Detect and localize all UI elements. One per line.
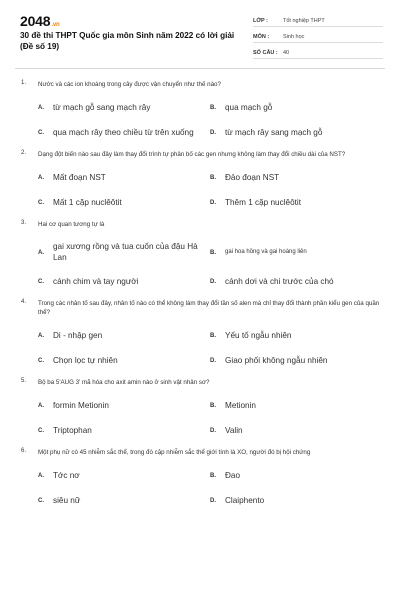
answer-option[interactable] [38,470,210,482]
question-item [0,448,400,507]
meta-row [253,11,383,27]
answer-option[interactable] [38,425,210,437]
question-text: Hai cơ quan tương tự là [38,221,105,228]
question-text: Bộ ba 5'AUG 3' mã hóa cho axit amin nào ở sinh vật nhân sơ? [38,379,210,386]
header-divider [15,68,385,69]
question-number: 3. [21,220,27,226]
meta-label: MÔN : [253,34,270,40]
option-text: cánh dơi và chi trước của chó [225,276,334,286]
answer-option[interactable] [38,355,210,367]
option-text: qua mạch rây theo chiều từ trên xuống [53,127,194,137]
option-letter: A. [38,403,44,409]
answer-option[interactable] [210,470,384,482]
answer-options [38,102,386,139]
meta-label: SỐ CÂU : [253,50,278,56]
option-text: Đảo đoạn NST [225,172,280,182]
option-letter: D. [210,130,216,136]
question-item [0,299,400,367]
answer-option[interactable] [210,242,384,263]
option-letter: B. [210,105,216,111]
answer-option[interactable] [38,400,210,412]
question-list [0,80,400,518]
option-text: Metionin [225,400,256,410]
option-text: gai xương rồng và tua cuốn của đậu Hà Lan [53,242,198,262]
question-text: Một phụ nữ có 45 nhiễm sắc thể, trong đó cặp nhiễm sắc thể giới tính là XO, người đó bị hội chứng [38,449,311,456]
option-letter: D. [210,279,216,285]
option-text: cánh chim và tay người [53,276,139,286]
option-letter: C. [38,279,44,285]
option-letter: A. [38,249,44,256]
answer-options [38,400,386,437]
document-meta [253,11,383,59]
question-number: 1. [21,80,27,86]
answer-option[interactable] [210,102,384,114]
document-header [0,0,400,68]
option-text: từ mạch gỗ sang mạch rây [53,102,151,112]
document-title: 30 đề thi THPT Quốc gia môn Sinh năm 2022 có lời giải (Đề số 19) [20,31,235,51]
answer-option[interactable] [38,330,210,342]
option-letter: C. [38,358,44,364]
option-text: Di - nhập gen [53,330,103,340]
meta-label: LỚP : [253,18,268,24]
option-text: từ mạch rây sang mạch gỗ [225,127,323,137]
option-letter: C. [38,130,44,136]
option-letter: C. [38,200,44,206]
option-text: qua mạch gỗ [225,102,273,112]
question-item [0,378,400,437]
option-text: Tớc nơ [53,470,80,480]
option-text: Mất 1 cặp nuclêôtit [53,197,122,207]
option-letter: C. [38,428,44,434]
answer-option[interactable] [210,355,384,367]
answer-option[interactable] [38,276,210,288]
option-letter: B. [210,333,216,339]
meta-value: Sinh học [283,34,305,40]
question-text: Trong các nhân tố sau đây, nhân tố nào có thể không làm thay đổi tần số alen mà chỉ thay đổi thành phần kiểu gen của quần thể? [38,300,380,316]
option-letter: D. [210,358,216,364]
question-item [0,150,400,209]
answer-options [38,242,386,288]
answer-option[interactable] [210,330,384,342]
option-text: Valin [225,425,243,435]
option-letter: B. [210,249,216,256]
option-text: Claiphento [225,495,265,505]
meta-row [253,27,383,43]
answer-option[interactable] [38,102,210,114]
option-text: Triptophan [53,425,92,435]
answer-options [38,172,386,209]
meta-value: Tốt nghiệp THPT [283,18,325,24]
answer-option[interactable] [210,400,384,412]
answer-option[interactable] [210,495,384,507]
site-logo[interactable]: 2048.vn [20,13,60,29]
option-letter: C. [38,498,44,504]
answer-option[interactable] [210,127,384,139]
answer-option[interactable] [210,197,384,209]
option-letter: D. [210,428,216,434]
option-text: Mất đoạn NST [53,172,106,182]
question-number: 4. [21,299,27,305]
answer-option[interactable] [38,197,210,209]
answer-option[interactable] [210,425,384,437]
answer-option[interactable] [38,495,210,507]
meta-row [253,43,383,59]
option-letter: A. [38,333,44,339]
question-item [0,220,400,288]
question-text: Dạng đột biến nào sau đây làm thay đổi trình tự phân bố các gen nhưng không làm thay đổi chiều dài của NST? [38,151,346,158]
option-text: formin Metionin [53,400,109,410]
answer-options [38,330,386,367]
option-text: Giao phối không ngẫu nhiên [225,355,328,365]
question-number: 6. [21,448,27,454]
option-text: Đao [225,470,241,480]
option-letter: D. [210,200,216,206]
answer-option[interactable] [38,242,210,263]
answer-option[interactable] [210,276,384,288]
option-text: Thêm 1 cặp nuclêôtit [225,197,302,207]
question-number: 5. [21,378,27,384]
question-text: Nước và các ion khoáng trong cây được vận chuyển như thế nào? [38,81,221,88]
option-letter: A. [38,473,44,479]
answer-option[interactable] [38,172,210,184]
question-item [0,80,400,139]
option-text: gai hoa hồng và gai hoàng liên [225,249,307,256]
answer-option[interactable] [38,127,210,139]
option-letter: D. [210,498,216,504]
meta-value: 40 [283,50,290,56]
option-letter: A. [38,105,44,111]
option-letter: B. [210,403,216,409]
question-number: 2. [21,150,27,156]
answer-option[interactable] [210,172,384,184]
option-letter: B. [210,473,216,479]
option-letter: B. [210,175,216,181]
option-text: Yếu tố ngẫu nhiên [225,330,292,340]
answer-options [38,470,386,507]
option-text: Chọn lọc tự nhiên [53,355,118,365]
option-letter: A. [38,175,44,181]
option-text: siêu nữ [53,495,81,505]
